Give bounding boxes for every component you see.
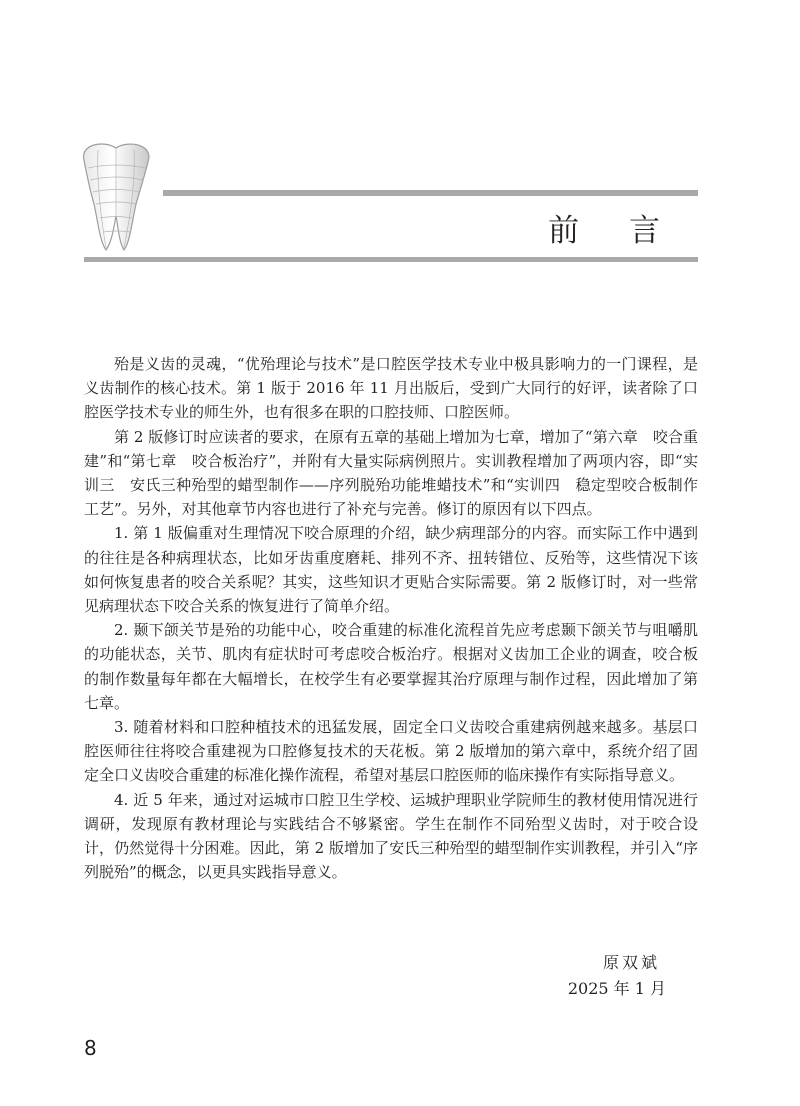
author-name: 原双斌 xyxy=(602,953,660,972)
paragraph: 2. 颞下颌关节是殆的功能中心，咬合重建的标准化流程首先应考虑颞下颌关节与咀嚼肌的功能状态，关节、肌肉有症状时可考虑咬合板治疗。根据对义齿加工企业的调查，咬合板的制作数量每年都在大幅增长，在校学生有必要掌握其治疗原理与制作过程，因此增加了第七章。 xyxy=(84,621,698,712)
signature-block xyxy=(568,950,666,1002)
signature-date: 2025 年 1 月 xyxy=(567,979,666,998)
paragraph: 3. 随着材料和口腔种植技术的迅猛发展，固定全口义齿咬合重建病例越来越多。基层口腔医师往往将咬合重建视为口腔修复技术的天花板。第 2 版增加的第六章中，系统介绍了固定全口义齿咬合重建的标准化操作流程，希望对基层口腔医师的临床操作有实际指导意义。 xyxy=(84,718,698,785)
paragraph: 第 2 版修订时应读者的要求，在原有五章的基础上增加为七章，增加了“第六章 咬合重建”和“第七章 咬合板治疗”，并附有大量实际病例照片。实训教程增加了两项内容，即“实训三 安氏三种殆型的蜡型制作——序列脱殆功能堆蜡技术”和“实训四 稳定型咬合板制作工艺”。另外，对其他章节内容也进行了补充与完善。修订的原因有以下四点。 xyxy=(84,427,698,519)
tooth-icon xyxy=(74,138,158,254)
header-rule-bottom xyxy=(84,257,698,262)
paragraph: 殆是义齿的灵魂，“优殆理论与技术”是口腔医学技术专业中极具影响力的一门课程，是义齿制作的核心技术。第 1 版于 2016 年 11 月出版后，受到广大同行的好评，读者除了口腔医学技术专业的师生外，也有很多在职的口腔技师、口腔医师。 xyxy=(84,355,698,422)
preface-body xyxy=(84,352,698,884)
page-number: 8 xyxy=(84,1036,97,1060)
paragraph: 4. 近 5 年来，通过对运城市口腔卫生学校、运城护理职业学院师生的教材使用情况进行调研，发现原有教材理论与实践结合不够紧密。学生在制作不同殆型义齿时，对于咬合设计，仍然觉得十分困难。因此，第 2 版增加了安氏三种殆型的蜡型制作实训教程，并引入“序列脱殆”的概念，以更具实践指导意义。 xyxy=(84,790,698,882)
header-rule-top xyxy=(163,190,698,196)
paragraph: 1. 第 1 版偏重对生理情况下咬合原理的介绍，缺少病理部分的内容。而实际工作中遇到的往往是各种病理状态，比如牙齿重度磨耗、排列不齐、扭转错位、反殆等，这些情况下该如何恢复患者的咬合关系呢？其实，这些知识才更贴合实际需要。第 2 版修订时，对一些常见病理状态下咬合关系的恢复进行了简单介绍。 xyxy=(84,524,698,616)
page-title: 前 言 xyxy=(548,213,680,249)
